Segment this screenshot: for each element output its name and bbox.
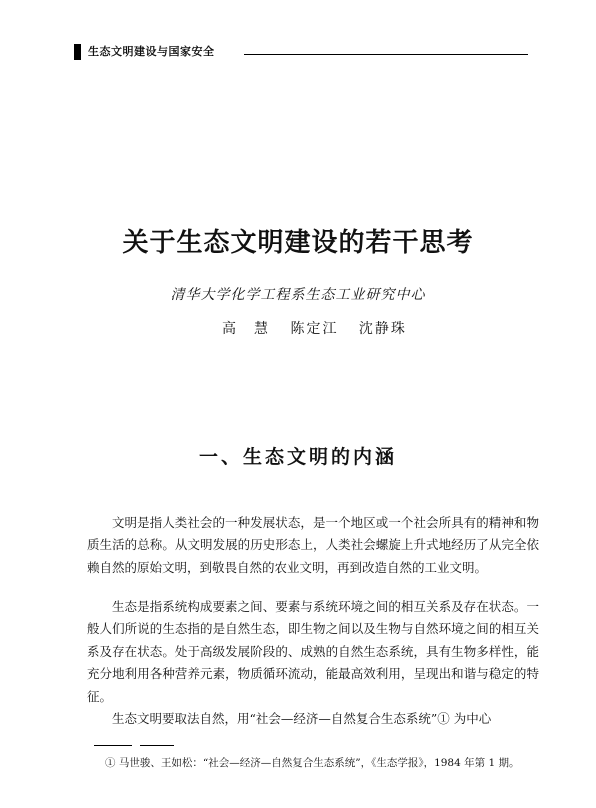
header-rule — [244, 54, 528, 55]
author-name: 陈定江 — [290, 321, 339, 337]
header-marker-block — [74, 44, 81, 60]
author-affiliation: 清华大学化学工程系生态工业研究中心 — [170, 287, 426, 303]
body-paragraph: 生态是指系统构成要素之间、要素与系统环境之间的相互关系及存在状态。一般人们所说的生态指的是自然生态，即生物之间以及生物与自然环境之间的相互关系及存在状态。处于高级发展阶段的、成熟的自然生态系统，具有生物多样性，能充分地利用各种营养元素，物质循环流动，能最高效利用，呈现出和谐与稳定的特征。 — [87, 599, 539, 704]
footnote-separator — [140, 745, 174, 746]
body-paragraph: 文明是指人类社会的一种发展状态，是一个地区或一个社会所具有的精神和物质生活的总称。从文明发展的历史形态上，人类社会螺旋上升式地经历了从完全依赖自然的原始文明，到敬畏自然的农业文明，再到改造自然的工业文明。 — [87, 515, 539, 575]
footnote: ① 马世骏、王如松：“社会—经济—自然复合生态系统”，《生态学报》，1984 年第 1 期。 — [105, 757, 520, 769]
footnote-separator — [94, 745, 132, 746]
author-name: 高 慧 — [222, 321, 270, 337]
article-title: 关于生态文明建设的若干思考 — [122, 228, 474, 258]
running-header — [74, 44, 528, 60]
author-name: 沈静珠 — [358, 321, 407, 337]
body-paragraph: 生态文明要取法自然，用“社会—经济—自然复合生态系统”① 为中心 — [112, 711, 492, 726]
running-title: 生态文明建设与国家安全 — [88, 45, 215, 58]
author-list — [222, 318, 421, 338]
section-heading: 一、生态文明的内涵 — [198, 446, 397, 468]
